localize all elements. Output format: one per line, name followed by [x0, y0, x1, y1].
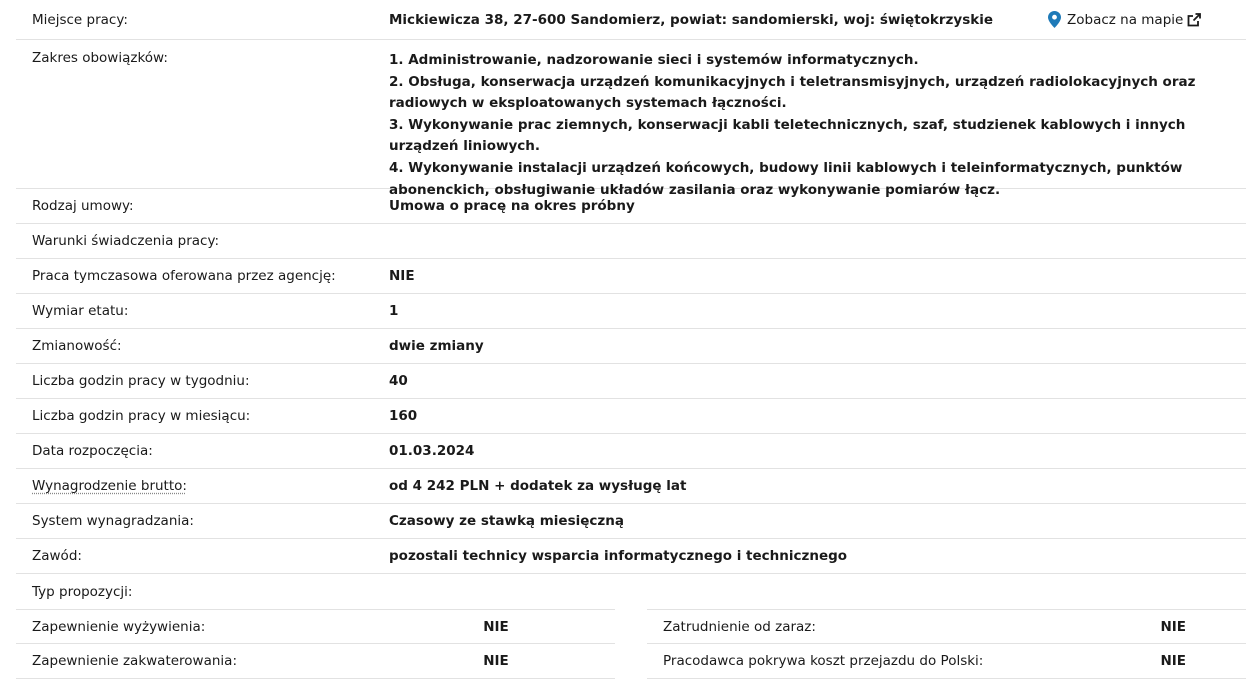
row-temp-agency: [16, 259, 1246, 294]
accommodation-provided-label: Zapewnienie zakwaterowania:: [32, 653, 237, 669]
contract-type-value: Umowa o pracę na okres próbny: [389, 198, 635, 214]
row-travel-cost: [647, 644, 1246, 679]
row-work-conditions: [16, 224, 1246, 259]
immediate-employment-value: NIE: [1160, 618, 1186, 635]
occupation-value: pozostali technicy wsparcia informatycznego i technicznego: [389, 548, 848, 564]
salary-label-cell: [16, 478, 389, 494]
row-job-fraction: [16, 294, 1246, 329]
travel-cost-value: NIE: [1160, 653, 1186, 669]
hours-month-label: Liczba godzin pracy w miesiącu:: [32, 408, 251, 424]
row-location: [16, 0, 1246, 40]
pay-system-label: System wynagradzania:: [32, 513, 194, 529]
row-pay-system: [16, 504, 1246, 539]
job-fraction-value: 1: [389, 303, 399, 319]
row-immediate-employment: [647, 609, 1246, 644]
start-date-value: 01.03.2024: [389, 443, 475, 459]
job-offer-details: [16, 0, 1246, 679]
food-provided-value: NIE: [483, 618, 509, 635]
row-food-provided: [16, 609, 615, 644]
temp-agency-value: NIE: [389, 268, 415, 284]
row-hours-month: [16, 399, 1246, 434]
occupation-label: Zawód:: [32, 548, 82, 564]
offer-type-left-column: [16, 609, 615, 679]
immediate-employment-label: Zatrudnienie od zaraz:: [663, 618, 816, 635]
duty-item: 4. Wykonywanie instalacji urządzeń końcowych, budowy linii kablowych i teleinformatycznych, punktów abonenckich, obsługiwanie układów zasilania oraz wykonywanie pomiarów łącz.: [389, 159, 1183, 198]
row-offer-type: [16, 574, 1246, 609]
duty-item: 3. Wykonywanie prac ziemnych, konserwacji kabli teletechnicznych, szaf, studzienek kablowych i innych urządzeń liniowych.: [389, 116, 1186, 155]
duty-item: 1. Administrowanie, nadzorowanie sieci i systemów informatycznych.: [389, 52, 919, 68]
duties-list: [389, 50, 1226, 201]
offer-type-details: [16, 609, 1246, 679]
row-salary: [16, 469, 1246, 504]
external-link-icon: [1187, 13, 1201, 27]
hours-week-label: Liczba godzin pracy w tygodniu:: [32, 373, 250, 389]
hours-month-value: 160: [389, 408, 418, 424]
hours-week-value: 40: [389, 373, 408, 389]
duty-item: 2. Obsługa, konserwacja urządzeń komunikacyjnych i teletransmisyjnych, urządzeń radiolokacyjnych oraz radiowych w eksploatowanych systemach łączności.: [389, 73, 1196, 112]
duties-label: Zakres obowiązków:: [32, 50, 168, 66]
salary-value: od 4 242 PLN + dodatek za wysługę lat: [389, 478, 687, 494]
job-fraction-label: Wymiar etatu:: [32, 303, 129, 319]
offer-type-right-column: [647, 609, 1246, 679]
accommodation-provided-value: NIE: [483, 653, 509, 669]
pay-system-value: Czasowy ze stawką miesięczną: [389, 513, 624, 529]
map-link[interactable]: [1048, 11, 1201, 28]
map-pin-icon: [1048, 11, 1061, 28]
map-link-label: Zobacz na mapie: [1067, 11, 1184, 28]
contract-type-label: Rodzaj umowy:: [32, 198, 134, 214]
row-hours-week: [16, 364, 1246, 399]
shifts-label: Zmianowość:: [32, 338, 122, 354]
salary-label[interactable]: Wynagrodzenie brutto:: [32, 478, 187, 494]
row-accommodation-provided: [16, 644, 615, 679]
row-shifts: [16, 329, 1246, 364]
offer-type-label: Typ propozycji:: [32, 583, 133, 600]
shifts-value: dwie zmiany: [389, 338, 484, 354]
travel-cost-label: Pracodawca pokrywa koszt przejazdu do Polski:: [663, 653, 984, 669]
row-occupation: [16, 539, 1246, 574]
temp-agency-label: Praca tymczasowa oferowana przez agencję:: [32, 268, 336, 284]
start-date-label: Data rozpoczęcia:: [32, 443, 153, 459]
food-provided-label: Zapewnienie wyżywienia:: [32, 618, 206, 635]
location-label: Miejsce pracy:: [32, 11, 128, 28]
duties-value: [389, 50, 1246, 201]
location-value-cell: [389, 11, 1246, 28]
row-start-date: [16, 434, 1246, 469]
location-value: Mickiewicza 38, 27-600 Sandomierz, powiat: sandomierski, woj: świętokrzyskie: [389, 11, 994, 28]
row-duties: [16, 40, 1246, 198]
work-conditions-label: Warunki świadczenia pracy:: [32, 233, 220, 249]
